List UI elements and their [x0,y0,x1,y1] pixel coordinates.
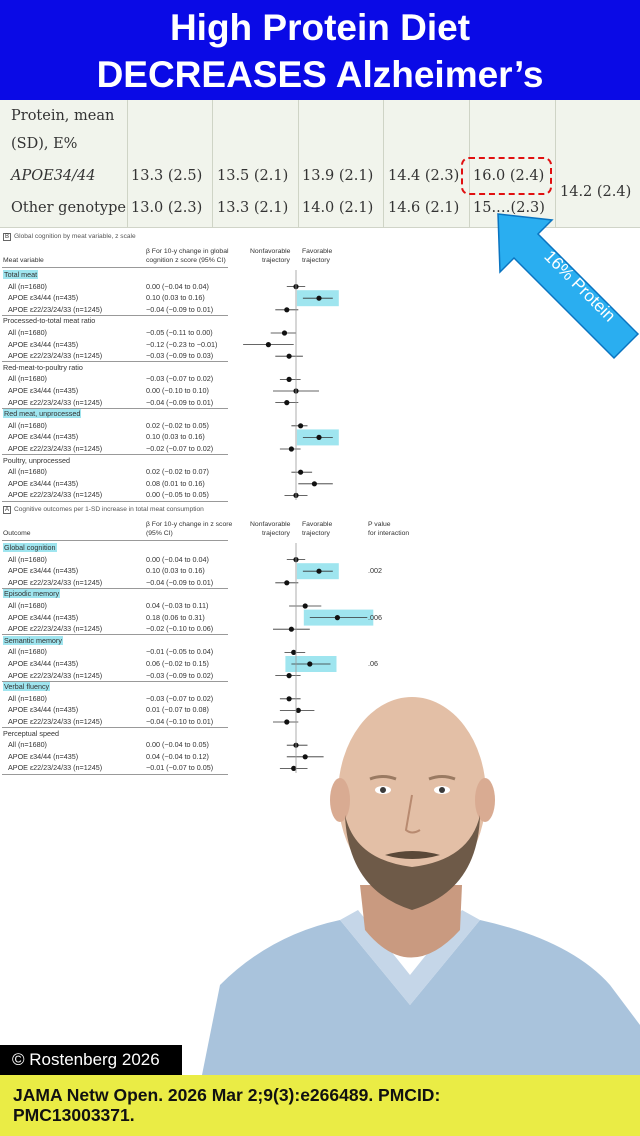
group-rule [2,501,228,502]
header-rule [2,540,228,541]
table-divider [555,100,556,228]
point-estimate [287,673,292,678]
row-estimate: −0.01 (−0.05 to 0.04) [146,647,214,657]
point-estimate [316,296,321,301]
column-header-favorable: Favorable [302,248,333,255]
row-estimate: 0.04 (−0.03 to 0.11) [146,601,209,610]
column-header-nonfavorable: trajectory [262,257,290,264]
row-label: APOE ε34/44 (n=435) [8,705,79,715]
row-label: APOE ε34/44 (n=435) [8,566,79,576]
group-name: Perceptual speed [3,728,59,738]
column-header-label: Outcome [3,530,31,537]
column-header-nonfavorable: Nonfavorable [250,248,291,255]
point-estimate [287,354,292,359]
arrow-label: 16% Protein [540,246,620,326]
table-cell: 13.3 (2.1) [217,200,289,216]
citation-line-1: JAMA Netw Open. 2026 Mar 2;9(3):e266489. PMCID: [13,1085,441,1105]
column-header-favorable: trajectory [302,530,330,537]
row-estimate: 0.00 (−0.10 to 0.10) [146,386,209,395]
row-label: All (n=1680) [8,467,47,477]
point-estimate [282,330,287,335]
row-label: APOE ε22/23/24/33 (n=1245) [8,351,103,361]
row-label: All (n=1680) [8,281,47,291]
point-estimate [303,603,308,608]
table-cell: 13.3 (2.5) [131,168,203,184]
group-name: Red-meat-to-poultry ratio [3,362,83,372]
point-estimate [298,423,303,428]
row-label: APOE ε22/23/24/33 (n=1245) [8,670,103,680]
table-cell: 13.0 (2.3) [131,200,203,216]
row-estimate: 0.01 (−0.07 to 0.08) [146,705,209,715]
group-name: Total meat [4,270,38,279]
presenter-portrait [180,685,640,1085]
protein-arrow [490,210,640,370]
point-estimate [335,615,340,620]
genotype-label: APOE34/44 [11,168,96,184]
row-label: All (n=1680) [8,374,47,384]
p-value: .06 [368,659,378,668]
row-label: APOE ε22/23/24/33 (n=1245) [8,763,103,773]
row-estimate: 0.02 (−0.02 to 0.05) [146,420,209,430]
row-estimate: −0.02 (−0.07 to 0.02) [146,444,214,453]
row-estimate: −0.03 (−0.07 to 0.02) [146,374,214,384]
row-estimate: −0.12 (−0.23 to −0.01) [146,339,218,349]
group-name: Episodic memory [4,589,60,599]
point-estimate [307,661,312,666]
point-estimate [284,400,289,405]
table-cell-highlighted: 16.0 (2.4) [473,168,545,184]
row-estimate: 0.00 (−0.04 to 0.04) [146,554,209,564]
table-cell: 15.…(2.3) [473,200,545,216]
title-line-2: DECREASES Alzheimer’s [96,54,544,95]
row-estimate: 0.10 (0.03 to 0.16) [146,432,205,442]
panel-letter: B [4,234,9,240]
row-estimate: 0.06 (−0.02 to 0.15) [146,659,209,668]
row-estimate: 0.18 (0.06 to 0.31) [146,612,205,622]
table-cell: 14.0 (2.1) [302,200,374,216]
row-label: All (n=1680) [8,420,47,430]
highlight-box [461,157,552,195]
row-estimate: 0.10 (0.03 to 0.16) [146,293,205,303]
table-divider [212,100,213,228]
p-value: .006 [368,612,382,622]
table-cell: 13.9 (2.1) [302,168,374,184]
row-label: APOE ε22/23/24/33 (n=1245) [8,490,103,500]
row-label: APOE ε34/44 (n=435) [8,293,79,303]
row-label: Protein, mean [11,108,115,124]
point-estimate [287,377,292,382]
group-name: Poultry, unprocessed [3,455,70,465]
table-cell: 14.6 (2.1) [388,200,460,216]
column-header-nonfavorable: trajectory [262,530,290,537]
citation-footer [0,1075,640,1136]
row-label: APOE ε22/23/24/33 (n=1245) [8,444,103,453]
group-name: Processed-to-total meat ratio [3,316,96,326]
point-estimate [289,446,294,451]
point-estimate [284,307,289,312]
column-header-label: Meat variable [3,257,44,264]
point-estimate [291,650,296,655]
group-name: Verbal fluency [4,682,50,692]
row-label: APOE ε34/44 (n=435) [8,612,79,622]
title-banner [0,0,640,100]
row-estimate: 0.00 (−0.05 to 0.05) [146,490,209,500]
citation-line-2: PMC13003371. [13,1105,135,1125]
row-estimate: −0.03 (−0.09 to 0.02) [146,670,214,680]
row-estimate: −0.01 (−0.07 to 0.05) [146,763,214,773]
row-label: All (n=1680) [8,693,47,703]
row-label: APOE ε34/44 (n=435) [8,478,79,488]
row-estimate: 0.08 (0.01 to 0.16) [146,478,205,488]
row-estimate: −0.02 (−0.10 to 0.06) [146,624,214,634]
panel-title: Cognitive outcomes per 1-SD increase in total meat consumption [14,506,204,513]
row-label: APOE ε22/23/24/33 (n=1245) [8,577,103,587]
panel-letter: A [4,507,9,513]
genotype-label: Other genotype [11,200,126,216]
row-label: APOE ε34/44 (n=435) [8,432,79,442]
row-label: APOE ε22/23/24/33 (n=1245) [8,717,103,726]
row-estimate: −0.05 (−0.11 to 0.00) [146,328,213,337]
point-estimate [284,580,289,585]
row-estimate: 0.04 (−0.04 to 0.12) [146,751,209,761]
row-estimate: 0.00 (−0.04 to 0.05) [146,740,209,750]
group-name: Red meat, unprocessed [4,409,81,419]
group-name: Semantic memory [4,635,62,645]
column-header-p: for interaction [368,530,410,537]
row-label: All (n=1680) [8,554,47,564]
row-label: All (n=1680) [8,328,47,337]
panel-title: Global cognition by meat variable, z scale [14,233,136,240]
overall-cell: 14.2 (2.4) [560,184,632,200]
copyright-label: © Rostenberg 2026 [0,1045,182,1075]
row-estimate: −0.04 (−0.09 to 0.01) [146,577,214,587]
point-estimate [289,627,294,632]
row-label: All (n=1680) [8,601,47,610]
table-divider [383,100,384,228]
row-label: APOE ε34/44 (n=435) [8,339,79,349]
title-line-1: High Protein Diet [169,7,471,48]
column-header-p: P value [368,521,391,528]
header-rule [2,267,228,268]
point-estimate [266,342,271,347]
group-name: Global cognition [4,543,56,552]
table-cell: 14.4 (2.3) [388,168,460,184]
row-estimate: −0.04 (−0.09 to 0.01) [146,397,214,407]
row-estimate: 0.10 (0.03 to 0.16) [146,566,205,576]
row-label: All (n=1680) [8,740,47,750]
point-estimate [316,569,321,574]
table-divider [127,100,128,228]
table-cell: 13.5 (2.1) [217,168,289,184]
row-label: APOE ε22/23/24/33 (n=1245) [8,304,103,314]
table-divider [298,100,299,228]
row-estimate: −0.04 (−0.10 to 0.01) [146,717,214,726]
column-header-effect: β For 10-y change in z score (95% CI) [146,521,233,537]
row-label: (SD), E% [11,136,78,152]
row-label: APOE ε22/23/24/33 (n=1245) [8,624,103,634]
column-header-favorable: Favorable [302,521,333,528]
row-estimate: 0.02 (−0.02 to 0.07) [146,467,209,477]
row-label: APOE ε22/23/24/33 (n=1245) [8,397,103,407]
row-label: All (n=1680) [8,647,47,657]
point-estimate [316,435,321,440]
row-label: APOE ε34/44 (n=435) [8,386,79,395]
row-estimate: −0.03 (−0.07 to 0.02) [146,693,214,703]
row-label: APOE ε34/44 (n=435) [8,659,79,668]
column-header-effect: β For 10-y change in global cognition z score (95% CI) [146,248,229,264]
row-label: APOE ε34/44 (n=435) [8,751,79,761]
row-estimate: 0.00 (−0.04 to 0.04) [146,281,209,291]
column-header-nonfavorable: Nonfavorable [250,521,291,528]
p-value: .002 [368,566,382,576]
column-header-favorable: trajectory [302,257,330,264]
row-estimate: −0.04 (−0.09 to 0.01) [146,304,214,314]
row-estimate: −0.03 (−0.09 to 0.03) [146,351,214,361]
point-estimate [312,481,317,486]
point-estimate [298,470,303,475]
